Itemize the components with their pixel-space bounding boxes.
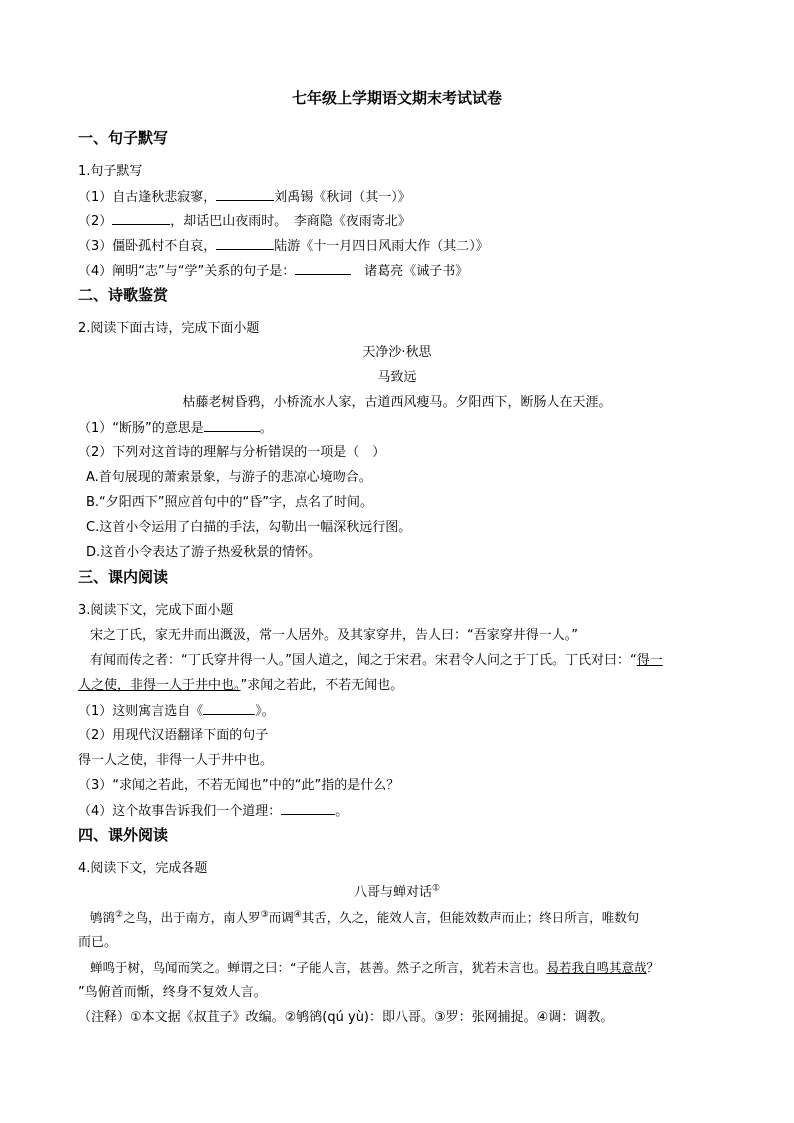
passage-text: 蝉鸣于树，鸟闻而笑之。蝉谓之曰：“子能人言，甚善。然子之所言，犹若未言也。 [90,960,547,975]
option-a[interactable]: A.首句展现的萧索景象，与游子的悲凉心境吻合。 [86,470,372,485]
question-2-label: 2.阅读下面古诗，完成下面小题 [78,321,260,336]
question-4-label: 4.阅读下文，完成各题 [78,861,208,876]
recitation-1-source: 刘禹锡《秋词（其一）》 [274,190,411,205]
passage-text: 而调 [268,910,294,925]
question-1-label: 1.句子默写 [78,164,143,179]
recitation-line-2 [78,212,718,231]
recitation-2-text: （2） [78,214,113,229]
rq4-text: （4）这个故事告诉我们一个道理： [78,804,282,819]
outside-passage-line-4: ”鸟俯首而惭，终身不复效人言。 [78,985,267,1000]
section-heading-1: 一、句子默写 [78,129,169,147]
passage-word: 鸲鹆 [90,910,116,925]
recitation-3-text: （3）僵卧孤村不自哀， [78,239,217,254]
underlined-sentence-start: 得一 [636,653,663,668]
recitation-line-1 [78,188,718,207]
answer-blank[interactable] [204,419,260,432]
option-b[interactable]: B.“夕阳西下”照应首句中的“昏”字，点名了时间。 [86,495,373,510]
underlined-sentence: 曷若我自鸣其意哉 [546,960,647,975]
answer-blank[interactable] [216,237,274,250]
passage-paragraph-2 [90,652,730,670]
poem-author: 马致远 [377,370,417,385]
passage-paragraph-1: 宋之丁氏，家无井而出溉汲，常一人居外。及其家穿井，告人曰：“吾家穿井得一人。” [90,628,578,643]
page-title: 七年级上学期语文期末考试试卷 [291,89,502,107]
section-heading-3: 三、课内阅读 [78,568,169,586]
footnote-marker-4: ④ [293,909,302,920]
reading-question-4 [78,802,718,821]
passage-text: 之鸟，出于南方，南人罗 [123,910,261,925]
answer-blank[interactable] [281,802,335,815]
reading-question-1 [78,702,718,721]
answer-blank[interactable] [216,188,274,201]
poem-text: 枯藤老树昏鸦，小桥流水人家，古道西风瘦马。夕阳西下，断肠人在天涯。 [182,395,612,410]
text-title [0,884,794,902]
recitation-line-3 [78,237,718,256]
answer-blank[interactable] [112,212,170,225]
passage-text: ？ [646,960,660,975]
poem-question-2: （2）下列对这首诗的理解与分析错误的一项是（ ） [78,445,386,460]
rq1-end: 》。 [255,704,275,719]
annotation-note: （注释）①本文据《叔苴子》改编。②鸲鹆(qú yù)：即八哥。③罗：张网捕捉。④调：调教。 [78,1010,614,1025]
outside-passage-line-3 [90,959,730,977]
reading-question-2: （2）用现代汉语翻译下面的句子 [78,728,269,743]
outside-passage-line-1 [90,909,730,927]
option-d[interactable]: D.这首小令表达了游子热爱秋景的情怀。 [86,545,322,560]
poem-q1-text: （1）“断肠”的意思是 [78,421,204,436]
recitation-line-4 [78,262,718,281]
footnote-marker-1: ① [431,883,441,894]
rq1-text: （1）这则寓言选自《 [78,704,204,719]
reading-question-3: （3）“求闻之若此，不若无闻也”中的“此”指的是什么？ [78,778,400,793]
rq4-end: 。 [335,804,349,819]
question-3-label: 3.阅读下文，完成下面小题 [78,603,234,618]
footnote-marker-3: ③ [260,909,269,920]
poem-question-1 [78,419,718,438]
answer-blank[interactable] [295,262,351,275]
section-heading-4: 四、课外阅读 [78,826,169,844]
passage-2-end: ”求闻之若此，不若无闻也。 [240,678,404,693]
section-heading-2: 二、诗歌鉴赏 [78,286,169,304]
passage-text: 其舌，久之，能效人言，但能效数声而止；终日所言，唯数句 [301,910,640,925]
poem-title: 天净沙·秋思 [362,345,432,360]
text-title-label: 八哥与蝉对话 [353,885,432,900]
recitation-3-source: 陆游《十一月四日风雨大作（其二）》 [274,239,489,254]
recitation-4-text: （4）阐明“志”与“学”关系的句子是： [78,264,296,279]
underlined-sentence-end: 人之使，非得一人于井中也。 [78,678,241,693]
passage-2-text: 有闻而传之者：“丁氏穿井得一人。”国人道之，闻之于宋君。宋君令人问之于丁氏。丁氏对曰：“ [90,653,637,668]
option-c[interactable]: C.这首小令运用了白描的手法，勾勒出一幅深秋远行图。 [86,520,412,535]
footnote-marker-2: ② [115,909,124,920]
translation-sentence: 得一人之使，非得一人于井中也。 [78,753,274,768]
poem-q1-end: 。 [259,421,273,436]
recitation-4-source: 诸葛亮《诫子书》 [364,264,469,279]
recitation-1-text: （1）自古逢秋悲寂寥， [78,190,217,205]
answer-blank[interactable] [203,702,255,715]
recitation-2-source: ，却话巴山夜雨时。 李商隐《夜雨寄北》 [170,214,411,229]
passage-paragraph-2-cont [78,677,718,695]
outside-passage-line-2: 而已。 [78,935,118,950]
